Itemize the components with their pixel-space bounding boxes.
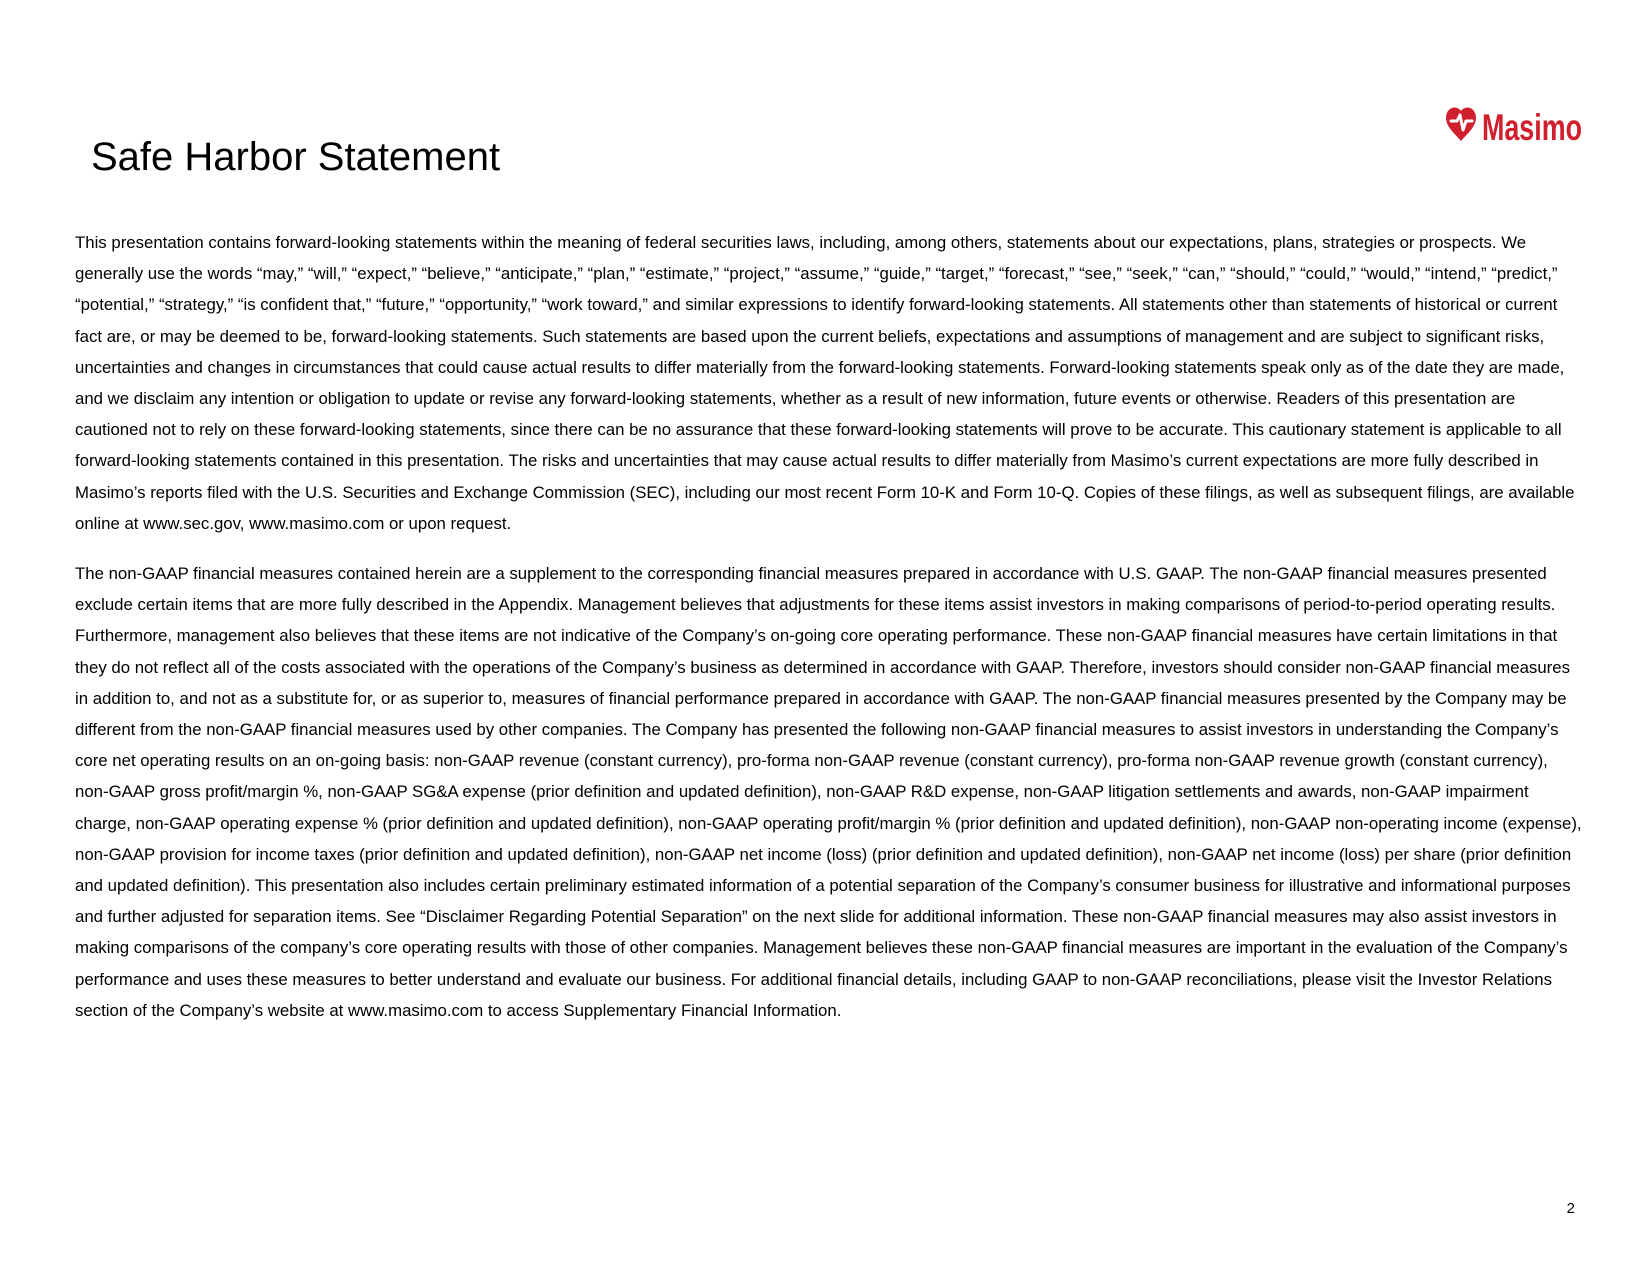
logo-wordmark: Masimo (1482, 107, 1582, 148)
slide-title: Safe Harbor Statement (91, 135, 501, 179)
page-number: 2 (1566, 1200, 1575, 1217)
masimo-logo (1444, 100, 1584, 152)
body-text (75, 227, 1585, 1045)
forward-looking-statements-paragraph: This presentation contains forward-looking statements within the meaning of federal securities laws, including, among others, statements about our expectations, plans, strategies or prospects. We generally use the words “may,” “will,” “expect,” “believe,” “anticipate,” “plan,” “estimate,” “project,” “assume,” “guide,” “target,” “forecast,” “see,” “seek,” “can,” “should,” “could,” “would,” “intend,” “predict,” “potential,” “strategy,” “is confident that,” “future,” “opportunity,” “work toward,” and similar expressions to identify forward-looking statements. All statements other than statements of historical or current fact are, or may be deemed to be, forward-looking statements. Such statements are based upon the current beliefs, expectations and assumptions of management and are subject to significant risks, uncertainties and changes in circumstances that could cause actual results to differ materially from the forward-looking statements. Forward-looking statements speak only as of the date they are made, and we disclaim any intention or obligation to update or revise any forward-looking statements, whether as a result of new information, future events or otherwise. Readers of this presentation are cautioned not to rely on these forward-looking statements, since there can be no assurance that these forward-looking statements will prove to be accurate. This cautionary statement is applicable to all forward-looking statements contained in this presentation. The risks and uncertainties that may cause actual results to differ materially from Masimo’s current expectations are more fully described in Masimo’s reports filed with the U.S. Securities and Exchange Commission (SEC), including our most recent Form 10-K and Form 10-Q. Copies of these filings, as well as subsequent filings, are available online at www.sec.gov, www.masimo.com or upon request. (75, 233, 1575, 533)
masimo-heart-logo-icon (1444, 100, 1584, 152)
non-gaap-measures-paragraph: The non-GAAP financial measures contained herein are a supplement to the corresponding financial measures prepared in accordance with U.S. GAAP. The non-GAAP financial measures presented exclude certain items that are more fully described in the Appendix. Management believes that adjustments for these items assist investors in making comparisons of period-to-period operating results. Furthermore, management also believes that these items are not indicative of the Company’s on-going core operating performance. These non-GAAP financial measures have certain limitations in that they do not reflect all of the costs associated with the operations of the Company’s business as determined in accordance with GAAP. Therefore, investors should consider non-GAAP financial measures in addition to, and not as a substitute for, or as superior to, measures of financial performance prepared in accordance with GAAP. The non-GAAP financial measures presented by the Company may be different from the non-GAAP financial measures used by other companies. The Company has presented the following non-GAAP financial measures to assist investors in understanding the Company’s core net operating results on an on-going basis: non-GAAP revenue (constant currency), pro-forma non-GAAP revenue (constant currency), pro-forma non-GAAP revenue growth (constant currency), non-GAAP gross profit/margin %, non-GAAP SG&A expense (prior definition and updated definition), non-GAAP R&D expense, non-GAAP litigation settlements and awards, non-GAAP impairment charge, non-GAAP operating expense % (prior definition and updated definition), non-GAAP operating profit/margin % (prior definition and updated definition), non-GAAP non-operating income (expense), non-GAAP provision for income taxes (prior definition and updated definition), non-GAAP net income (loss) (prior definition and updated definition), non-GAAP net income (loss) per share (prior definition and updated definition). This presentation also includes certain preliminary estimated information of a potential separation of the Company’s consumer business for illustrative and informational purposes and further adjusted for separation items. See “Disclaimer Regarding Potential Separation” on the next slide for additional information. These non-GAAP financial measures may also assist investors in making comparisons of the company’s core operating results with those of other companies. Management believes these non-GAAP financial measures are important in the evaluation of the Company’s performance and uses these measures to better understand and evaluate our business. For additional financial details, including GAAP to non-GAAP reconciliations, please visit the Investor Relations section of the Company’s website at www.masimo.com to access Supplementary Financial Information. (75, 564, 1582, 1020)
